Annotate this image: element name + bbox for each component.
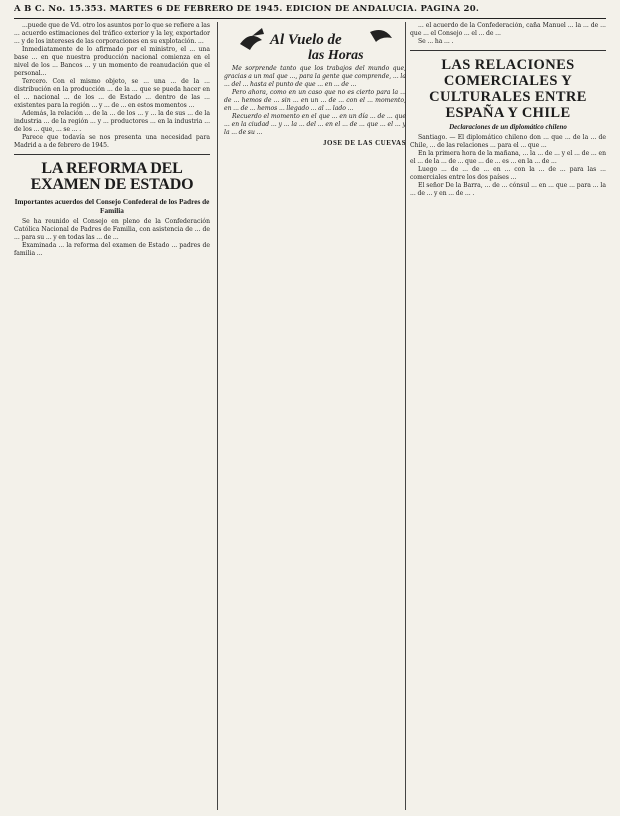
headline-spain-chile: LAS RELACIONES COMERCIALES Y CULTURALES ENTRE ESPAÑA Y CHILE bbox=[429, 57, 587, 121]
article-paragraph: Inmediatamente de lo afirmado por el ministro, el ... una base ... en que nuestra producción nacional comienza en el nivel de los ... Bancos ... y un momento de reanudación que el personal... bbox=[14, 46, 210, 77]
article-paragraph: Además, la relación ... de la ... de los ... y ... la de sus ... de la industria ... de la región ... y ... productores ... en la industria ... de los ... que, ... se ... . bbox=[14, 110, 210, 133]
article-paragraph: Se ha reunido el Consejo en pleno de la Confederación Católica Nacional de Padres de Familia, con asistencia de ... de ... para su ... y en todas las ... de ... bbox=[14, 218, 210, 241]
article-paragraph: Tercero. Con el mismo objeto, se ... una ... de la ... distribución en la producción ... de la ... que se pueda hacer en el ... nacional ... de los ... de Estado ... dentro de las ... existentes para la región ... y ... de ... en estos momentos ... bbox=[14, 78, 210, 109]
article-paragraph: Recuerdo el momento en el que ... en un día ... de ... que ... en la ciudad ... y ... la ... del ... en el ... de ... que ... el ... y la ... de su ... bbox=[224, 113, 406, 136]
divider bbox=[14, 154, 210, 155]
page-header: A B C. No. 15.353. MARTES 6 DE FEBRERO DE 1945. EDICION DE ANDALUCIA. PAGINA 20. bbox=[14, 4, 606, 19]
article-paragraph: Pero ahora, como en un caso que no es cierto para la ... de ... hemos de ... sin ... en un ... de ... con el ... momento, en ... de ... hemos ... llegado ... al ... lado ... bbox=[224, 89, 406, 112]
article-paragraph: En la primera hora de la mañana, ... la ... de ... y el ... de ... en el ... de la ... de ... que ... de ... es ... en la ... de ... bbox=[410, 150, 606, 165]
article-paragraph: Santiago. — El diplomático chileno don ... que ... de la ... de Chile, ... de las relaciones ... para el ... que ... bbox=[410, 134, 606, 149]
subheadline-spain-chile: Declaraciones de un diplomático chileno bbox=[449, 123, 567, 131]
al-vuelo-logo-icon bbox=[230, 22, 400, 62]
article-paragraph: Se ... ha ... . bbox=[418, 38, 454, 45]
article-paragraph: Luego ... de ... de ... en ... con la ... de ... para las ... comerciales entre los dos países ... bbox=[410, 166, 606, 181]
article-paragraph: Parece que todavía se nos presenta una necesidad para Madrid a a de febrero de 1945. bbox=[14, 134, 210, 149]
article-paragraph: El señor De la Barra, ... de ... cónsul ... en ... que ... para ... la ... de ... y en ... de ... . bbox=[410, 182, 606, 197]
author-signature: JOSE DE LAS CUEVAS bbox=[323, 139, 406, 147]
svg-text:las Horas: las Horas bbox=[308, 48, 364, 62]
headline-exam-reform: LA REFORMA DEL EXAMEN DE ESTADO bbox=[30, 160, 194, 193]
column-2 bbox=[224, 22, 406, 810]
svg-text:Al Vuelo de: Al Vuelo de bbox=[270, 32, 342, 48]
column-1 bbox=[14, 22, 210, 810]
article-paragraph: ... el acuerdo de la Confederación, caña Manuel ... la ... de ... que ... el Consejo ... el ... de ... bbox=[410, 22, 606, 37]
divider bbox=[410, 50, 606, 51]
article-paragraph: ...puede que de Vd. otro los asuntos por lo que se refiere a las ... acuerdo estimaciones del tráfico exterior y la ley, exportador ... y de los intereses de las corporaciones en su explotación. ... bbox=[14, 22, 210, 45]
column-rule bbox=[217, 22, 218, 810]
article-paragraph: Me sorprende tanto que los trabajos del mundo que, gracias a un mal que ..., para la gente que comprende, ... la ... del ... hasta el punto de que ... en ... de ... bbox=[224, 65, 406, 88]
column-3 bbox=[410, 22, 606, 810]
section-logo bbox=[224, 22, 406, 62]
subheadline-exam-reform: Importantes acuerdos del Consejo Confederal de los Padres de Familia bbox=[14, 197, 210, 215]
article-paragraph: Examinada ... la reforma del examen de Estado ... padres de familia ... bbox=[14, 242, 210, 257]
